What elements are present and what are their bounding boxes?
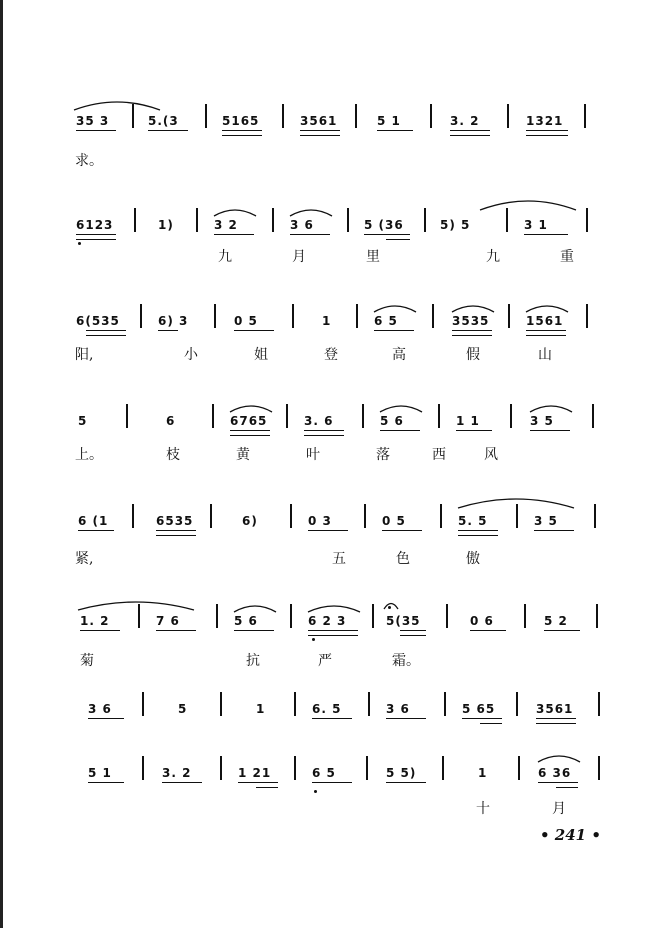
double-underline — [480, 718, 502, 724]
measure: 5. 5 — [458, 514, 488, 528]
lyric: 黄 — [236, 447, 250, 463]
double-underline — [400, 630, 426, 636]
barline — [134, 208, 136, 232]
measure: 6) — [242, 514, 258, 528]
measure: 5 6 — [380, 414, 404, 428]
double-underline — [452, 330, 492, 336]
measure: 35 3 — [76, 114, 110, 128]
measure: 6 — [166, 414, 176, 428]
underline — [290, 234, 330, 235]
barline — [584, 104, 586, 128]
lyric: 姐 — [254, 347, 268, 363]
double-underline — [304, 430, 344, 436]
barline — [598, 692, 600, 716]
slur — [378, 402, 424, 414]
barline — [594, 504, 596, 528]
slur — [288, 206, 334, 218]
double-underline — [526, 330, 566, 336]
barline — [210, 504, 212, 528]
barline — [290, 504, 292, 528]
underline — [76, 130, 116, 131]
measure: 6 2 3 — [308, 614, 347, 628]
measure: 7 6 — [156, 614, 180, 628]
measure: 0 3 — [308, 514, 332, 528]
lyric: 九 — [218, 249, 232, 265]
fermata-dot — [388, 606, 391, 609]
barline — [366, 756, 368, 780]
measure: 6 36 — [538, 766, 572, 780]
slur — [72, 98, 162, 112]
lyric: 傲 — [466, 551, 480, 567]
lyric: 小 — [184, 347, 198, 363]
measure: 0 6 — [470, 614, 494, 628]
barline — [126, 404, 128, 428]
barline — [596, 604, 598, 628]
underline — [530, 430, 570, 431]
score-line-3 — [0, 314, 655, 384]
barline — [516, 504, 518, 528]
measure: 6. 5 — [312, 702, 342, 716]
measure: 3 2 — [214, 218, 238, 232]
barline — [510, 404, 512, 428]
barline — [586, 208, 588, 232]
barline — [364, 504, 366, 528]
underline — [544, 630, 580, 631]
barline — [294, 692, 296, 716]
slur — [372, 302, 418, 314]
barline — [446, 604, 448, 628]
measure: 5) 5 — [440, 218, 471, 232]
barline — [507, 104, 509, 128]
lyric: 登 — [324, 347, 338, 363]
barline — [212, 404, 214, 428]
measure: 1) — [158, 218, 174, 232]
double-underline — [222, 130, 262, 136]
underline — [88, 718, 124, 719]
barline — [142, 692, 144, 716]
underline — [386, 718, 426, 719]
barline — [442, 756, 444, 780]
measure: 3. 2 — [162, 766, 192, 780]
measure: 5 1 — [88, 766, 112, 780]
barline — [142, 756, 144, 780]
lyric: 求。 — [75, 153, 103, 169]
slur — [212, 206, 258, 218]
lyric: 五 — [332, 551, 346, 567]
slur — [478, 196, 578, 212]
slur — [524, 302, 570, 314]
lyric: 高 — [392, 347, 406, 363]
barline — [282, 104, 284, 128]
lyric: 落 — [376, 447, 390, 463]
slur — [228, 402, 274, 414]
barline — [356, 304, 358, 328]
barline — [438, 404, 440, 428]
fermata-arc — [382, 600, 400, 610]
measure: 1321 — [526, 114, 564, 128]
lyric: 阳, — [75, 347, 94, 363]
measure: 5165 — [222, 114, 260, 128]
underline — [78, 530, 114, 531]
barline — [292, 304, 294, 328]
lyric: 山 — [538, 347, 552, 363]
lyric: 月 — [552, 801, 566, 817]
barline — [196, 208, 198, 232]
underline — [377, 130, 413, 131]
page-number: • 241 • — [540, 826, 601, 844]
double-underline — [450, 130, 490, 136]
measure: 5 5) — [386, 766, 417, 780]
measure: 6123 — [76, 218, 114, 232]
barline — [290, 604, 292, 628]
lyric: 抗 — [246, 653, 260, 669]
measure: 3 6 — [386, 702, 410, 716]
barline — [347, 208, 349, 232]
barline — [444, 692, 446, 716]
underline — [312, 718, 352, 719]
measure: 6 5 — [312, 766, 336, 780]
measure: 6 5 — [374, 314, 398, 328]
measure: 1 21 — [238, 766, 272, 780]
measure: 6 (1 — [78, 514, 109, 528]
slur — [76, 598, 196, 612]
barline — [424, 208, 426, 232]
double-underline — [256, 782, 278, 788]
lyric: 严 — [318, 653, 332, 669]
underline — [158, 330, 178, 331]
barline — [140, 304, 142, 328]
score-line-5 — [0, 514, 655, 584]
measure: 5 1 — [377, 114, 401, 128]
barline — [372, 604, 374, 628]
underline — [234, 330, 274, 331]
double-underline — [156, 530, 196, 536]
double-underline — [308, 630, 358, 636]
underline — [234, 630, 274, 631]
double-underline — [230, 430, 270, 436]
barline — [508, 304, 510, 328]
measure: 5 — [178, 702, 188, 716]
underline — [88, 782, 124, 783]
lyric: 枝 — [166, 447, 180, 463]
underline — [312, 782, 352, 783]
lyric: 菊 — [80, 653, 94, 669]
barline — [355, 104, 357, 128]
barline — [524, 604, 526, 628]
lyric: 叶 — [306, 447, 320, 463]
underline — [148, 130, 188, 131]
barline — [286, 404, 288, 428]
barline — [220, 692, 222, 716]
measure: 1 — [322, 314, 332, 328]
measure: 3. 2 — [450, 114, 480, 128]
double-underline — [556, 782, 578, 788]
measure: 1 — [256, 702, 266, 716]
measure: 3561 — [536, 702, 574, 716]
slur — [528, 402, 574, 414]
lyric: 假 — [466, 347, 480, 363]
barline — [220, 756, 222, 780]
underline — [308, 530, 348, 531]
double-underline — [76, 234, 116, 240]
barline — [586, 304, 588, 328]
lyric: 西 — [432, 447, 446, 463]
lyric: 风 — [484, 447, 498, 463]
low-octave-dot — [312, 638, 315, 641]
barline — [430, 104, 432, 128]
underline — [456, 430, 492, 431]
measure: 3 5 — [534, 514, 558, 528]
barline — [272, 208, 274, 232]
measure: 1 1 — [456, 414, 480, 428]
lyric: 九 — [486, 249, 500, 265]
underline — [386, 782, 426, 783]
slur — [306, 602, 362, 614]
lyric: 上。 — [75, 447, 103, 463]
underline — [382, 530, 422, 531]
score-line-4 — [0, 414, 655, 484]
barline — [440, 504, 442, 528]
barline — [518, 756, 520, 780]
lyric: 霜。 — [392, 653, 420, 669]
lyric: 月 — [292, 249, 306, 265]
score-line-6 — [0, 614, 655, 684]
slur — [450, 302, 496, 314]
barline — [205, 104, 207, 128]
measure: 3. 6 — [304, 414, 334, 428]
barline — [506, 208, 508, 232]
barline — [294, 756, 296, 780]
measure: 1 — [478, 766, 488, 780]
barline — [138, 604, 140, 628]
underline — [162, 782, 202, 783]
lyric: 重 — [560, 249, 574, 265]
double-underline — [300, 130, 340, 136]
barline — [214, 304, 216, 328]
measure: 6(535 — [76, 314, 120, 328]
measure: 0 5 — [382, 514, 406, 528]
measure: 1561 — [526, 314, 564, 328]
barline — [592, 404, 594, 428]
measure: 5 — [78, 414, 88, 428]
score-line-1 — [0, 114, 655, 184]
measure: 3 1 — [524, 218, 548, 232]
measure: 3 5 — [530, 414, 554, 428]
barline — [362, 404, 364, 428]
measure: 3 6 — [88, 702, 112, 716]
double-underline — [86, 330, 126, 336]
underline — [214, 234, 254, 235]
slur — [232, 602, 278, 614]
measure: 5(35 — [386, 614, 421, 628]
measure: 5 2 — [544, 614, 568, 628]
measure: 6) 3 — [158, 314, 189, 328]
low-octave-dot — [314, 790, 317, 793]
underline — [374, 330, 414, 331]
measure: 5 65 — [462, 702, 496, 716]
lyric: 紧, — [75, 551, 94, 567]
underline — [380, 430, 420, 431]
measure: 5.(3 — [148, 114, 179, 128]
measure: 6535 — [156, 514, 194, 528]
barline — [516, 692, 518, 716]
measure: 5 (36 — [364, 218, 404, 232]
measure: 1. 2 — [80, 614, 110, 628]
measure: 6765 — [230, 414, 268, 428]
lyric: 十 — [476, 801, 490, 817]
measure: 3561 — [300, 114, 338, 128]
double-underline — [526, 130, 568, 136]
low-octave-dot — [78, 242, 81, 245]
underline — [534, 530, 574, 531]
barline — [598, 756, 600, 780]
lyric: 里 — [366, 249, 380, 265]
double-underline — [386, 234, 410, 240]
underline — [524, 234, 568, 235]
barline — [432, 304, 434, 328]
underline — [80, 630, 120, 631]
score-line-2 — [0, 218, 655, 288]
underline — [156, 630, 196, 631]
measure: 3 6 — [290, 218, 314, 232]
score-line-7 — [0, 702, 655, 772]
barline — [368, 692, 370, 716]
measure: 0 5 — [234, 314, 258, 328]
underline — [470, 630, 506, 631]
measure: 5 6 — [234, 614, 258, 628]
measure: 3535 — [452, 314, 490, 328]
barline — [132, 104, 134, 128]
barline — [132, 504, 134, 528]
double-underline — [458, 530, 498, 536]
lyric: 色 — [396, 551, 410, 567]
barline — [216, 604, 218, 628]
double-underline — [536, 718, 576, 724]
